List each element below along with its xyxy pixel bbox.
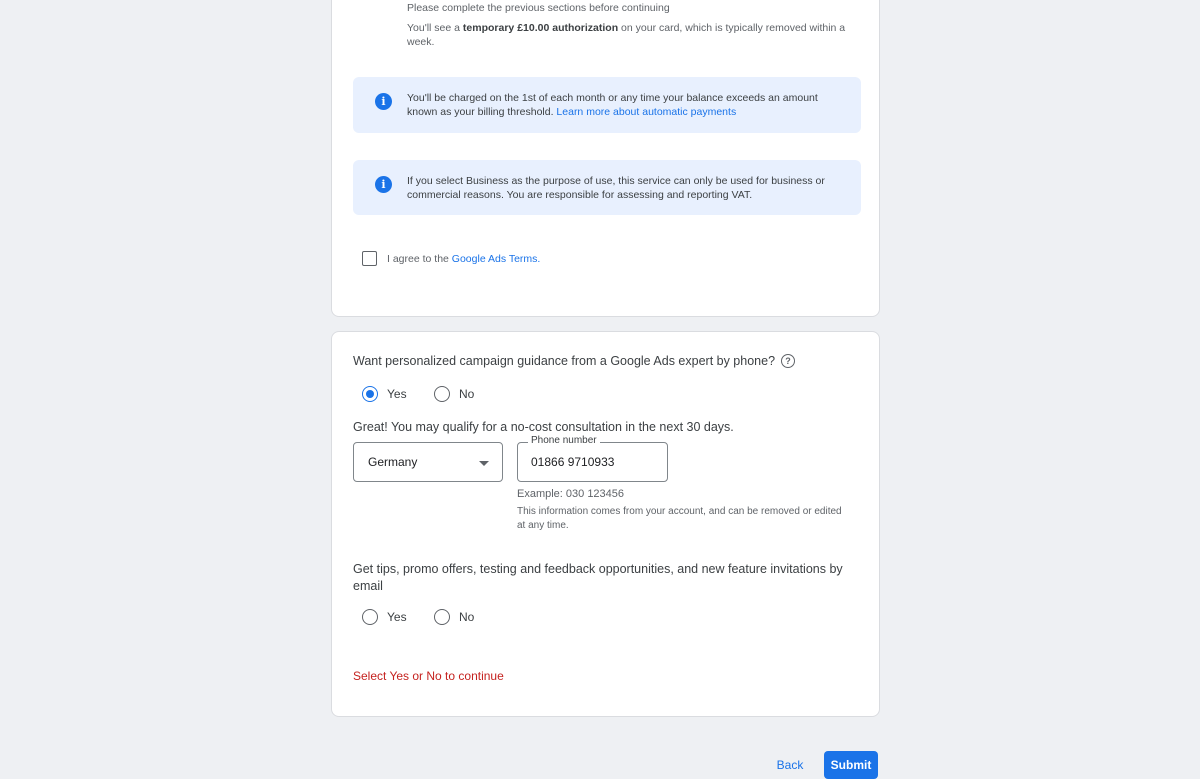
phone-no-label: No <box>459 387 475 401</box>
terms-checkbox[interactable] <box>362 251 377 266</box>
billing-info-box <box>353 77 861 133</box>
business-info-box <box>353 160 861 215</box>
email-yes-label: Yes <box>387 610 407 624</box>
phone-question: Want personalized campaign guidance from a Google Ads expert by phone? <box>353 354 776 368</box>
billing-info-text: You'll be charged on the 1st of each month or any time your balance exceeds an amount known as your billing threshold. Learn more about automatic payments <box>407 92 818 118</box>
phone-no-radio[interactable] <box>434 386 450 402</box>
email-question: Get tips, promo offers, testing and feedback opportunities, and new feature invitations by email <box>353 562 843 593</box>
phone-helper-text: This information comes from your account, and can be removed or edited at any time. <box>517 506 842 531</box>
email-no-label: No <box>459 610 475 624</box>
info-icon: i <box>375 93 392 110</box>
phone-number-label: Phone number <box>528 435 600 446</box>
email-no-radio[interactable] <box>434 609 450 625</box>
terms-label: I agree to the Google Ads Terms. <box>387 253 541 265</box>
phone-number-field[interactable] <box>517 435 668 482</box>
business-info-text: If you select Business as the purpose of use, this service can only be used for business or commercial reasons. You are responsible for assessing and reporting VAT. <box>407 175 825 201</box>
info-icon: i <box>375 176 392 193</box>
phone-yes-radio[interactable] <box>362 386 378 402</box>
phone-yes-label: Yes <box>387 387 407 401</box>
payment-card <box>331 0 880 317</box>
chevron-down-icon <box>479 461 489 466</box>
phone-number-input[interactable] <box>531 455 651 469</box>
submit-button[interactable]: Submit <box>824 751 878 779</box>
help-circle-icon[interactable]: ? <box>781 354 795 368</box>
guidance-card <box>331 331 880 717</box>
back-button[interactable]: Back <box>776 758 804 772</box>
automatic-payments-link[interactable]: Learn more about automatic payments <box>556 106 737 118</box>
incomplete-notice: Please complete the previous sections before continuing <box>407 2 670 14</box>
google-ads-terms-link[interactable]: Google Ads Terms. <box>451 253 541 265</box>
qualify-text: Great! You may qualify for a no-cost consultation in the next 30 days. <box>353 420 734 434</box>
authorization-notice: You'll see a temporary £10.00 authorization on your card, which is typically removed within a week. <box>407 22 846 48</box>
email-yes-radio[interactable] <box>362 609 378 625</box>
error-message: Select Yes or No to continue <box>353 669 504 683</box>
phone-example: Example: 030 123456 <box>517 488 625 500</box>
country-select[interactable] <box>353 442 503 482</box>
country-select-value: Germany <box>368 455 418 469</box>
